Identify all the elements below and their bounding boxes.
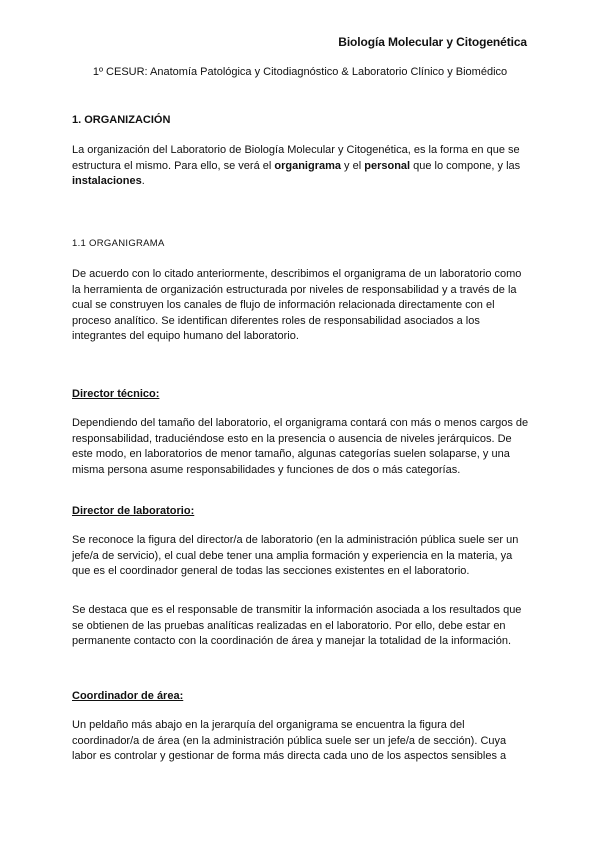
intro-text-d: que lo compone, y las bbox=[410, 159, 521, 172]
intro-text-e: . bbox=[141, 175, 145, 187]
role-paragraph-block bbox=[72, 416, 530, 478]
header-title: Biología Molecular y Citogenética bbox=[338, 35, 527, 49]
header-subtitle: 1º CESUR: Anatomía Patológica y Citodiagnóstico & Laboratorio Clínico y Biomédico bbox=[92, 66, 508, 78]
role-heading-block bbox=[72, 689, 530, 705]
role-heading-director-tecnico: Director técnico: bbox=[72, 388, 160, 400]
section-1-heading: 1. ORGANIZACIÓN bbox=[72, 114, 171, 126]
role-heading-block bbox=[72, 504, 530, 520]
intro-bold-organigrama: organigrama bbox=[274, 159, 341, 172]
role-paragraph-director-tecnico: Dependiendo del tamaño del laboratorio, el organigrama contará con más o menos cargos de responsabilidad, traduciéndose esto en la presencia o ausencia de niveles jerárquicos. De este modo, en laboratorios de menor tamaño, algunas categorías suelen solaparse, y una misma persona asume responsabilidades y funciones de dos o más categorías. bbox=[72, 417, 529, 476]
role-heading-coordinador-area: Coordinador de área: bbox=[72, 690, 184, 702]
role-heading-director-laboratorio: Director de laboratorio: bbox=[72, 505, 195, 517]
organigrama-paragraph: De acuerdo con lo citado anteriormente, describimos el organigrama de un laboratorio como la herramienta de organización estructurada por niveles de responsabilidad y a través de la cual se construyen los canales de flujo de información relacionada directamente con el proceso analítico. Se identifican diferentes roles de responsabilidad asociados a los integrantes del equipo humano del laboratorio. bbox=[72, 268, 522, 342]
intro-paragraph bbox=[72, 143, 530, 190]
subsection-heading-block bbox=[72, 236, 530, 252]
intro-bold-personal: personal bbox=[364, 159, 411, 172]
role-paragraph-coordinador-area: Un peldaño más abajo en la jerarquía del organigrama se encuentra la figura del coordinador/a de área (en la administración pública suele ser un jefe/a de sección). Cuya labor es controlar y gestionar de forma más directa cada uno de los aspectos sensibles a bbox=[72, 719, 507, 762]
role-paragraph-director-laboratorio-1: Se reconoce la figura del director/a de laboratorio (en la administración pública suele ser un jefe/a de servicio), el cual debe tener una amplia formación y experiencia en la materia, ya que es el coordinador general de todas las secciones existentes en el laboratorio. bbox=[72, 534, 519, 577]
role-paragraph-director-laboratorio-2: Se destaca que es el responsable de transmitir la información asociada a los resultados que se obtienen de las pruebas analíticas realizadas en el laboratorio. Por ello, debe estar en permanente contacto con la coordinación de área y manejar la totalidad de la información. bbox=[72, 604, 522, 647]
intro-text-a: La organización del Laboratorio de Biología Molecular y Citogenética, es la forma en que se estructura el mismo. Para ello, se verá el bbox=[72, 144, 520, 172]
subsection-heading: 1.1 ORGANIGRAMA bbox=[72, 238, 165, 249]
organigrama-paragraph-block bbox=[72, 267, 530, 345]
role-paragraph-block bbox=[72, 533, 530, 580]
intro-bold-instalaciones: instalaciones bbox=[72, 175, 142, 187]
intro-text-c: y el bbox=[341, 159, 365, 172]
role-paragraph-block bbox=[72, 603, 530, 650]
role-paragraph-block bbox=[72, 718, 530, 765]
intro-text bbox=[72, 143, 530, 190]
section-heading bbox=[72, 113, 530, 129]
role-heading-block bbox=[72, 387, 530, 403]
